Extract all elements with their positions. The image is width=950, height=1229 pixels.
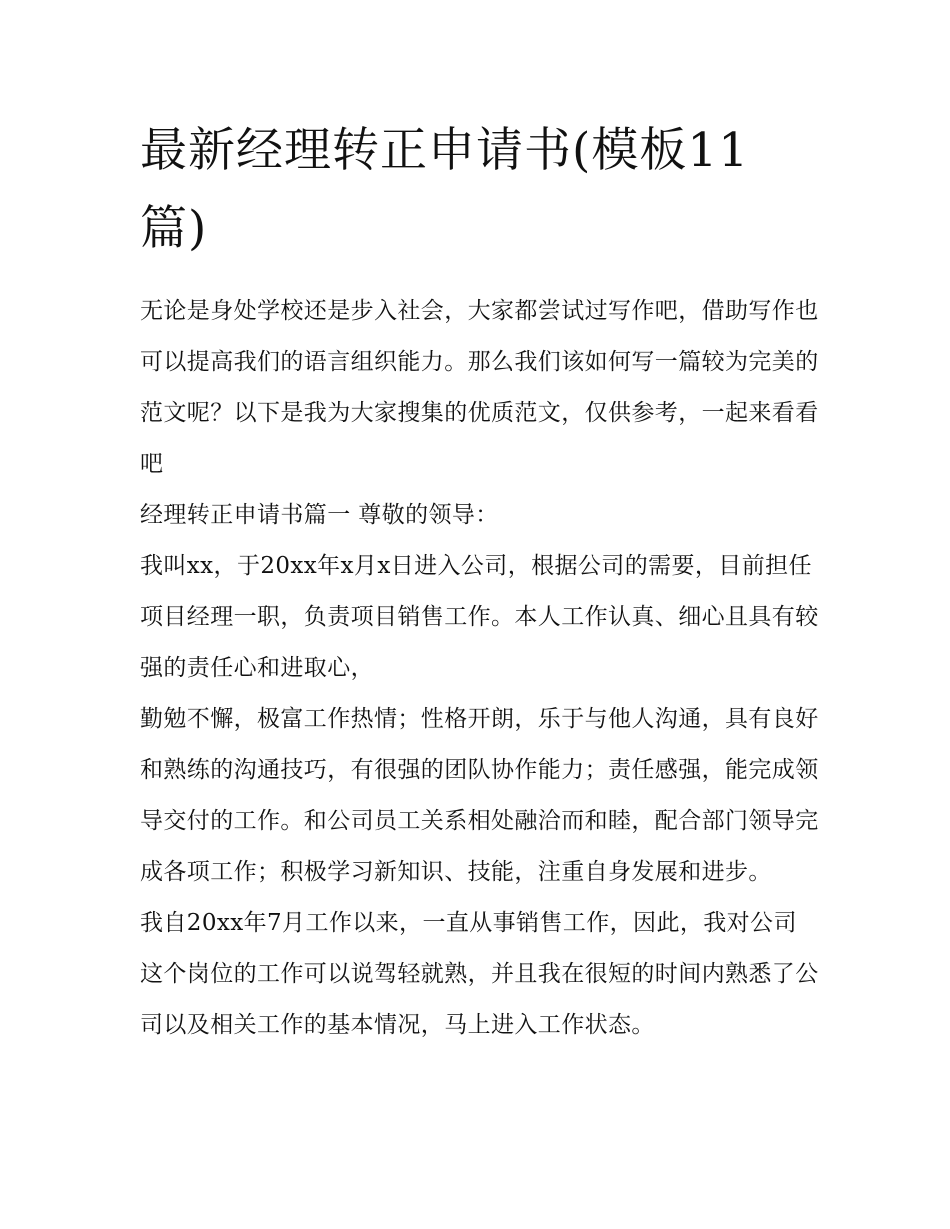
document-title: 最新经理转正申请书(模板11篇) (140, 123, 750, 256)
paragraph-self-introduction: 我叫xx，于20xx年x月x日进入公司，根据公司的需要，目前担任项目经理一职，负责项目销售工作。本人工作认真、细心且具有较强的责任心和进取心， (140, 553, 819, 681)
paragraph-work-experience: 我自20xx年7月工作以来，一直从事销售工作，因此，我对公司这个岗位的工作可以说驾轻就熟，并且我在很短的时间内熟悉了公司以及相关工作的基本情况，马上进入工作状态。 (140, 910, 819, 1038)
document-page (140, 112, 820, 1051)
paragraph-heading-salutation: 经理转正申请书篇一 尊敬的领导： (140, 502, 499, 528)
paragraph-intro: 无论是身处学校还是步入社会，大家都尝试过写作吧，借助写作也可以提高我们的语言组织能力。那么我们该如何写一篇较为完美的范文呢？以下是我为大家搜集的优质范文，仅供参考，一起来看看吧 (140, 298, 819, 477)
paragraph-personal-qualities: 勤勉不懈，极富工作热情；性格开朗，乐于与他人沟通，具有良好和熟练的沟通技巧，有很强的团队协作能力；责任感强，能完成领导交付的工作。和公司员工关系相处融洽而和睦，配合部门领导完成各项工作；积极学习新知识、技能，注重自身发展和进步。 (140, 706, 819, 885)
